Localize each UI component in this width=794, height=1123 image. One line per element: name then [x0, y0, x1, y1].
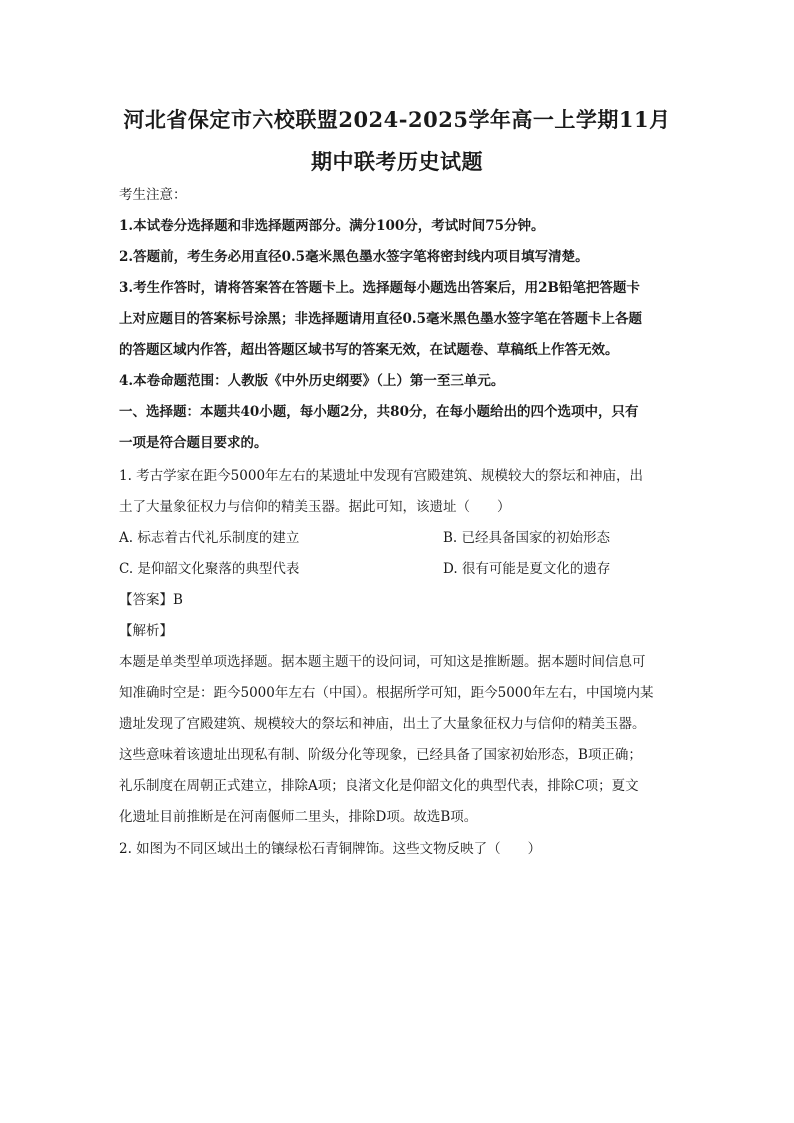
- question-1-analysis-line5: 礼乐制度在周朝正式建立，排除A项；良渚文化是仰韶文化的典型代表，排除C项；夏文: [119, 778, 639, 794]
- page-title-line2: 期中联考历史试题: [311, 149, 483, 174]
- question-1-analysis-line1: 本题是单类型单项选择题。据本题主题干的设问词，可知这是推断题。据本题时间信息可: [119, 654, 646, 670]
- section-heading-line1: 一、选择题：本题共40小题，每小题2分，共80分，在每小题给出的四个选项中，只有: [119, 404, 639, 420]
- question-1-option-c: C. 是仰韶文化聚落的典型代表: [119, 561, 300, 577]
- question-2-stem-line1: 2. 如图为不同区域出土的镶绿松石青铜牌饰。这些文物反映了（ ）: [119, 841, 542, 857]
- question-1-option-a: A. 标志着古代礼乐制度的建立: [119, 530, 300, 546]
- notice-item-3-line3: 的答题区域内作答，超出答题区域书写的答案无效，在试题卷、草稿纸上作答无效。: [119, 342, 619, 358]
- question-1-analysis-line6: 化遗址目前推断是在河南偃师二里头，排除D项。故选B项。: [119, 809, 478, 825]
- question-1-option-d: D. 很有可能是夏文化的遗存: [443, 561, 611, 577]
- section-heading-line2: 一项是符合题目要求的。: [119, 435, 268, 451]
- question-1-option-b: B. 已经具备国家的初始形态: [443, 530, 611, 546]
- question-1-answer: 【答案】B: [119, 592, 183, 608]
- question-1-analysis-heading: 【解析】: [119, 623, 173, 639]
- notice-item-3-line2: 上对应题目的答案标号涂黑；非选择题请用直径0.5毫米黑色墨水签字笔在答题卡上各题: [119, 311, 642, 327]
- notice-item-3-line1: 3.考生作答时，请将答案答在答题卡上。选择题每小题选出答案后，用2B铅笔把答题卡: [119, 280, 640, 296]
- question-1-stem-line2: 土了大量象征权力与信仰的精美玉器。据此可知，该遗址（ ）: [119, 499, 511, 515]
- notice-item-2: 2.答题前，考生务必用直径0.5毫米黑色墨水签字笔将密封线内项目填写清楚。: [119, 249, 589, 265]
- notice-heading: 考生注意：: [119, 187, 187, 203]
- question-1-analysis-line4: 这些意味着该遗址出现私有制、阶级分化等现象，已经具备了国家初始形态，B项正确；: [119, 747, 642, 763]
- notice-item-4: 4.本卷命题范围：人教版《中外历史纲要》（上）第一至三单元。: [119, 373, 505, 389]
- question-1-analysis-line2: 知准确时空是：距今5000年左右（中国）。根据所学可知，距今5000年左右，中国境内某: [119, 685, 654, 701]
- notice-item-1: 1.本试卷分选择题和非选择题两部分。满分100分，考试时间75分钟。: [119, 218, 545, 234]
- question-1-stem-line1: 1. 考古学家在距今5000年左右的某遗址中发现有宫殿建筑、规模较大的祭坛和神庙，出: [119, 468, 644, 484]
- page-title-line1: 河北省保定市六校联盟2024-2025学年高一上学期11月: [123, 107, 671, 132]
- question-1-analysis-line3: 遗址发现了宫殿建筑、规模较大的祭坛和神庙，出土了大量象征权力与信仰的精美玉器。: [119, 716, 646, 732]
